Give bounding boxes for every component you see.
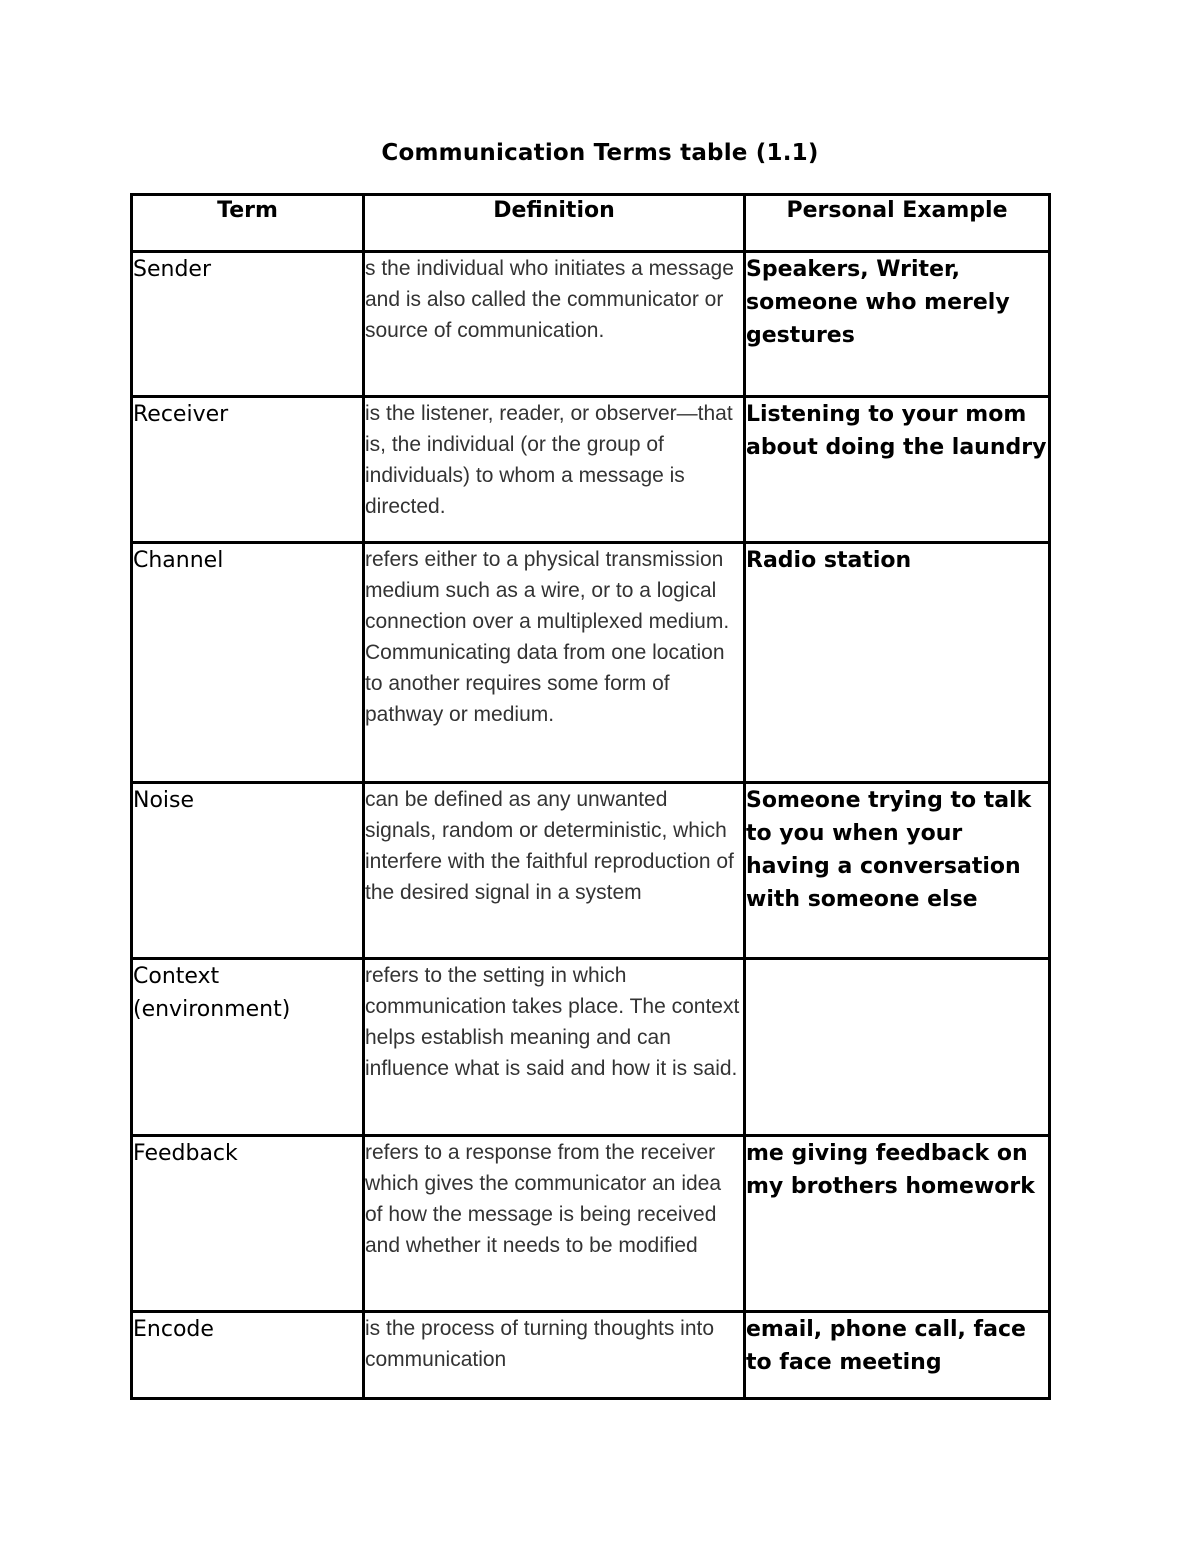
header-personal-example: Personal Example	[745, 195, 1050, 252]
document-title: Communication Terms table (1.1)	[381, 140, 819, 166]
header-definition: Definition	[364, 195, 745, 252]
definition-cell: is the listener, reader, or observer—that is, the individual (or the group of individuals) to whom a message is directed.	[364, 397, 745, 543]
example-cell: Radio station	[745, 543, 1050, 783]
term-cell: Encode	[132, 1312, 364, 1399]
example-cell: Listening to your mom about doing the laundry	[745, 397, 1050, 543]
table-row	[132, 1136, 1050, 1312]
header-row	[132, 195, 1050, 252]
term-cell: Channel	[132, 543, 364, 783]
term-cell: Noise	[132, 783, 364, 959]
communication-terms-table	[130, 193, 1051, 1400]
header-term: Term	[132, 195, 364, 252]
table-row	[132, 252, 1050, 397]
term-cell: Feedback	[132, 1136, 364, 1312]
definition-cell: is the process of turning thoughts into communication	[364, 1312, 745, 1399]
example-cell: email, phone call, face to face meeting	[745, 1312, 1050, 1399]
definition-cell: can be defined as any unwanted signals, random or deterministic, which interfere with the faithful reproduction of the desired signal in a system	[364, 783, 745, 959]
definition-cell: refers to a response from the receiver which gives the communicator an idea of how the message is being received and whether it needs to be modified	[364, 1136, 745, 1312]
table-row	[132, 1312, 1050, 1399]
term-cell: Sender	[132, 252, 364, 397]
table-row	[132, 397, 1050, 543]
example-cell: me giving feedback on my brothers homework	[745, 1136, 1050, 1312]
term-cell: Receiver	[132, 397, 364, 543]
definition-cell: refers either to a physical transmission medium such as a wire, or to a logical connection over a multiplexed medium. Communicating data from one location to another requires some form of pathway or medium.	[364, 543, 745, 783]
table-row	[132, 543, 1050, 783]
definition-cell: s the individual who initiates a message and is also called the communicator or source of communication.	[364, 252, 745, 397]
table-row	[132, 959, 1050, 1136]
example-cell: Someone trying to talk to you when your having a conversation with someone else	[745, 783, 1050, 959]
example-cell	[745, 959, 1050, 1136]
term-cell: Context (environment)	[132, 959, 364, 1136]
example-cell: Speakers, Writer, someone who merely gestures	[745, 252, 1050, 397]
table-row	[132, 783, 1050, 959]
definition-cell: refers to the setting in which communication takes place. The context helps establish meaning and can influence what is said and how it is said.	[364, 959, 745, 1136]
